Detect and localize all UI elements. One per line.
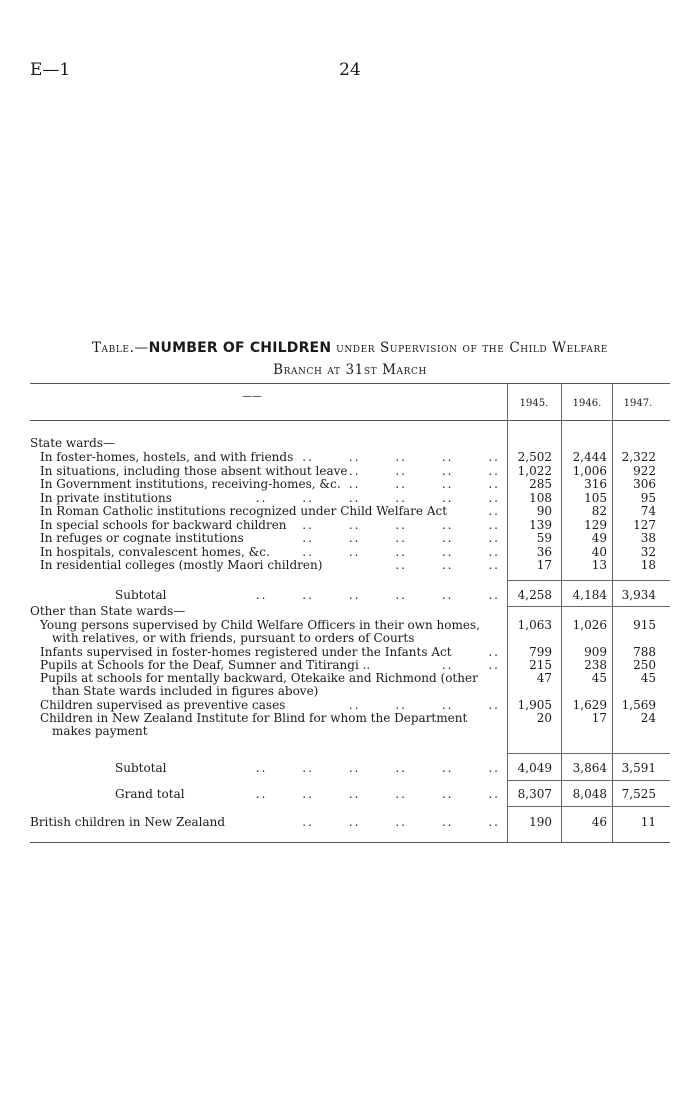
row-value: 13 — [591, 558, 607, 572]
row-value: 105 — [584, 490, 607, 505]
row-value: 59 — [536, 531, 552, 545]
british-row: British children in New Zealand .. .. .. .. .. 190 46 11 — [30, 815, 656, 829]
row-label: In private institutions — [40, 490, 172, 505]
young-persons-row: Young persons supervised by Child Welfare Officers in their own homes, 1,063 1,026 915 — [40, 618, 656, 632]
title-line2: Branch at 31st March — [273, 362, 427, 378]
row-value: 17 — [536, 558, 552, 572]
page-code: E—1 — [30, 60, 71, 80]
preventive-row: Children supervised as preventive cases .. .. .. .. 1,905 1,629 1,569 — [40, 698, 656, 712]
row-value: 40 — [591, 544, 607, 559]
young-persons-row-cont: with relatives, or with friends, pursuant to orders of Courts — [52, 631, 415, 645]
mental-row: Pupils at schools for mentally backward, Otekaike and Richmond (other 47 45 45 — [40, 671, 656, 685]
grand-total-row: Grand total .. .. .. .. .. .. 8,307 8,048 7,525 — [115, 787, 656, 801]
year-1946: 1946. — [572, 398, 602, 409]
row-value: 127 — [633, 517, 656, 532]
row-value: 32 — [640, 544, 656, 559]
state-ward-row: In refuges or cognate institutions .. .. .. .. .. 59 49 38 — [40, 531, 656, 545]
deaf-row: Pupils at Schools for the Deaf, Sumner and Titirangi .. .. .. 215 238 250 — [40, 658, 656, 672]
row-value: 82 — [591, 504, 607, 518]
row-value: 306 — [633, 477, 656, 491]
top-rule — [30, 383, 670, 384]
row-label: In situations, including those absent without leave — [40, 463, 348, 478]
row-value: 108 — [529, 490, 552, 505]
table-title — [30, 337, 670, 381]
row-value: 18 — [640, 558, 656, 572]
blind-row-cont: makes payment — [52, 724, 148, 738]
row-value: 2,322 — [621, 450, 656, 464]
title-suffix: under Supervision of the Child Welfare — [331, 340, 609, 356]
subtotal-rule-4 — [508, 780, 670, 781]
row-label: In residential colleges (mostly Maori children) — [40, 558, 323, 572]
row-value: 316 — [584, 477, 607, 491]
page-number: 24 — [339, 60, 361, 80]
other-heading: Other than State wards— — [30, 604, 186, 618]
title-prefix: Table.— — [91, 340, 149, 356]
subtotal-rule-3 — [508, 753, 670, 754]
row-value: 285 — [529, 477, 552, 491]
subtotal-rule-5 — [508, 806, 670, 807]
subtotal-rule-1 — [508, 580, 670, 581]
row-value: 74 — [640, 504, 656, 518]
row-value: 129 — [584, 517, 607, 532]
column-dash: —— — [242, 391, 262, 402]
state-ward-row: In situations, including those absent without leave .. .. .. .. 1,022 1,006 922 — [40, 463, 656, 478]
row-value: 2,444 — [572, 450, 607, 464]
other-subtotal-row: Subtotal .. .. .. .. .. .. 4,049 3,864 3,591 — [115, 761, 656, 775]
state-ward-row: In residential colleges (mostly Maori children) .. .. .. 17 13 18 — [40, 558, 656, 572]
state-ward-row: In Roman Catholic institutions recognized under Child Welfare Act .. 90 82 74 — [40, 504, 656, 518]
year-1947: 1947. — [623, 398, 653, 409]
row-value: 2,502 — [517, 450, 552, 464]
header-rule — [30, 420, 670, 421]
row-value: 90 — [536, 504, 552, 518]
row-label: In foster-homes, hostels, and with friends — [40, 450, 294, 464]
state-ward-row: In private institutions .. .. .. .. .. .. 108 105 95 — [40, 490, 656, 505]
state-ward-row: In hospitals, convalescent homes, &c. .. .. .. .. .. 36 40 32 — [40, 544, 656, 559]
row-value: 1,006 — [572, 463, 607, 478]
row-value: 922 — [633, 463, 656, 478]
row-value: 139 — [529, 517, 552, 532]
row-label: In refuges or cognate institutions — [40, 531, 244, 545]
state-wards-heading: State wards— — [30, 436, 115, 450]
blind-row: Children in New Zealand Institute for Blind for whom the Department 20 17 24 — [40, 711, 656, 725]
state-ward-row: In foster-homes, hostels, and with friends .. .. .. .. .. 2,502 2,444 2,322 — [40, 450, 656, 464]
row-label: In hospitals, convalescent homes, &c. — [40, 544, 270, 559]
state-subtotal-row: Subtotal .. .. .. .. .. .. 4,258 4,184 3,934 — [115, 588, 656, 602]
row-label: In Government institutions, receiving-homes, &c. — [40, 477, 341, 491]
year-1945: 1945. — [519, 398, 549, 409]
infants-row: Infants supervised in foster-homes registered under the Infants Act .. 799 909 788 — [40, 645, 656, 659]
row-value: 1,022 — [517, 463, 552, 478]
state-ward-row: In special schools for backward children .. .. .. .. .. 139 129 127 — [40, 517, 656, 532]
title-bold: NUMBER OF CHILDREN — [148, 340, 332, 356]
bottom-rule — [30, 842, 670, 843]
state-ward-row: In Government institutions, receiving-homes, &c. .. .. .. .. 285 316 306 — [40, 477, 656, 491]
row-value: 38 — [640, 531, 656, 545]
row-value: 36 — [536, 544, 552, 559]
row-label: In special schools for backward children — [40, 517, 287, 532]
mental-row-cont: than State wards included in figures above) — [52, 684, 319, 698]
row-value: 95 — [640, 490, 656, 505]
row-value: 49 — [591, 531, 607, 545]
row-label: In Roman Catholic institutions recognized under Child Welfare Act — [40, 504, 448, 518]
